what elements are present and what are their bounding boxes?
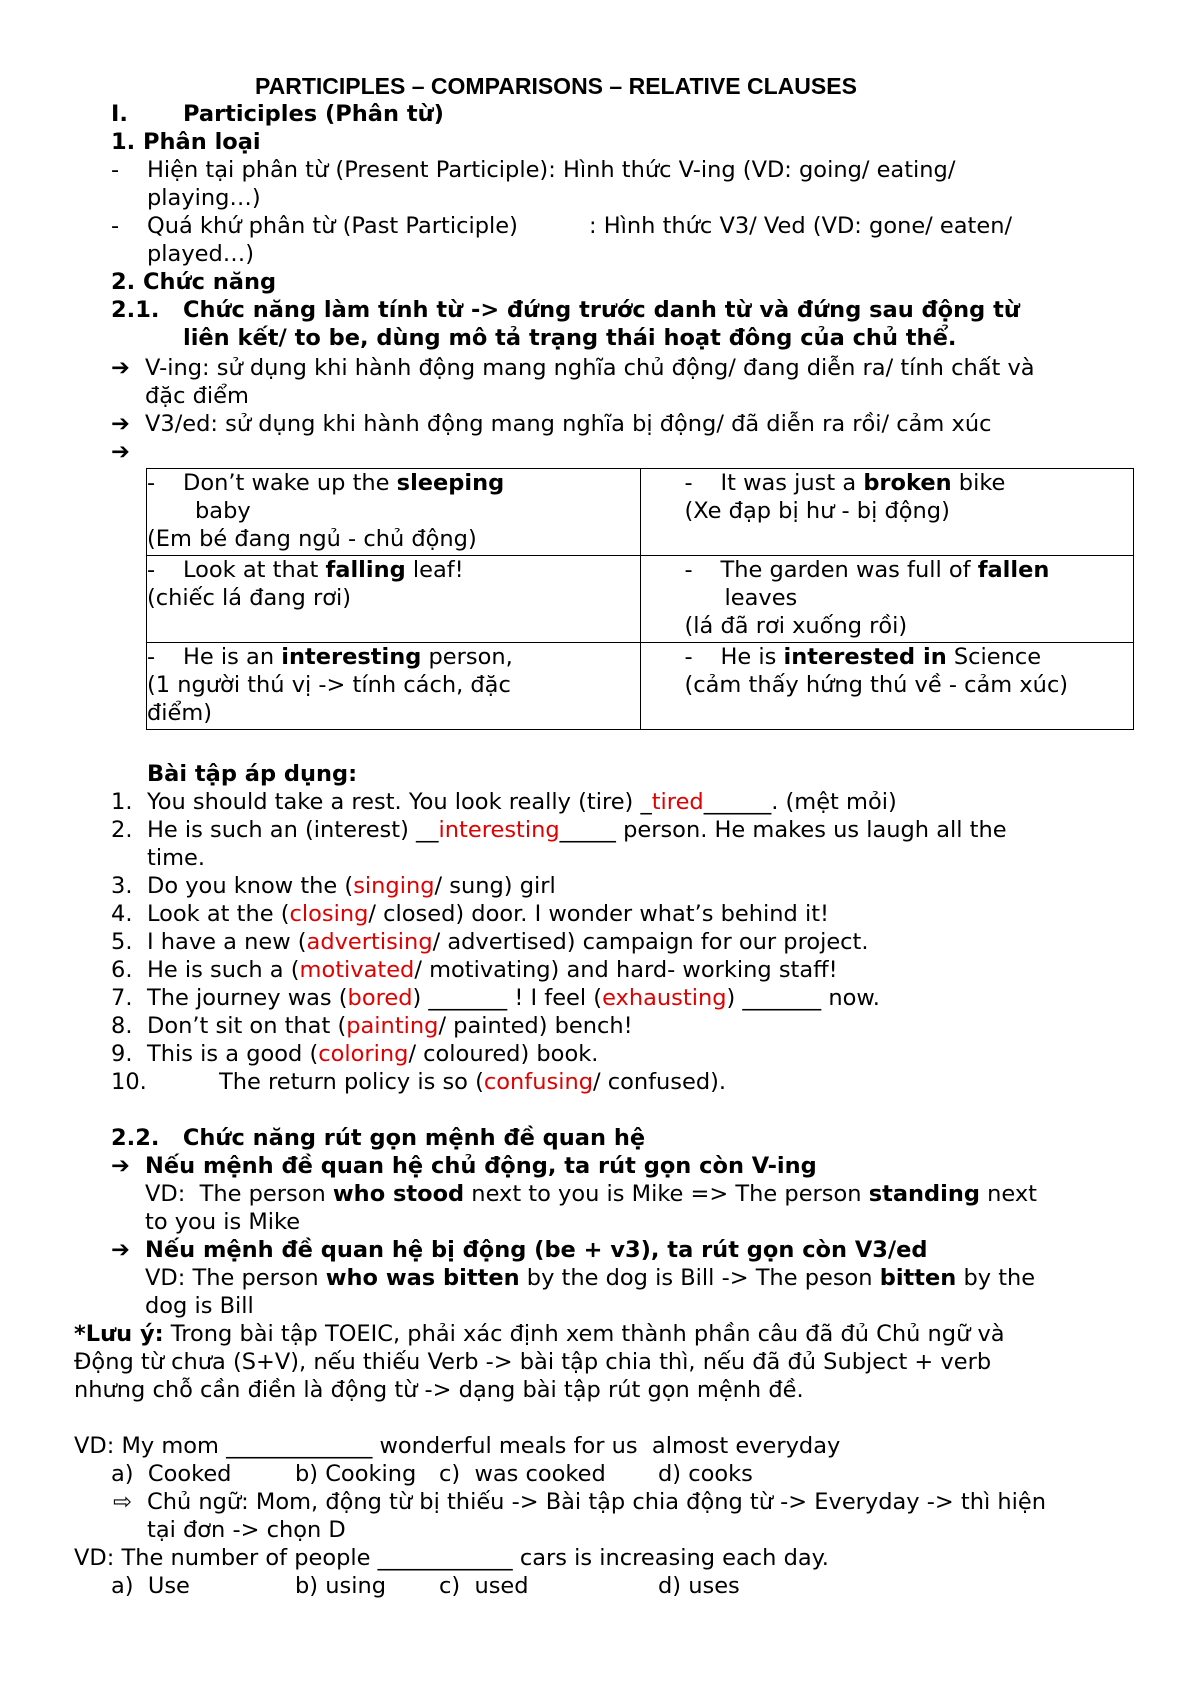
arrow-icon: ➔: [111, 411, 130, 437]
table-row: [147, 469, 1134, 556]
note-label: *Lưu ý:: [74, 1321, 164, 1347]
example-text: VD: The person: [145, 1181, 333, 1207]
hint-text-cont: tại đơn -> chọn D: [147, 1517, 346, 1543]
document-title: PARTICIPLES – COMPARISONS – RELATIVE CLAUSES: [255, 73, 857, 99]
option-d: d) cooks: [658, 1461, 753, 1487]
item-number: 7.: [111, 985, 133, 1011]
cell-text: baby: [195, 498, 251, 524]
arrow-icon: ➔: [111, 1237, 130, 1263]
list-item-past-participle-form: : Hình thức V3/ Ved (VD: gone/ eaten/: [589, 213, 1013, 239]
exercise-item: [111, 1068, 727, 1096]
item-text: The journey was (: [147, 985, 348, 1011]
answer-text: motivated: [299, 957, 415, 983]
table-cell: - He is an interesting person, (1 người thú vị -> tính cách, đặc điểm): [147, 643, 641, 730]
item-text: ______. (mệt mỏi): [703, 789, 897, 815]
rule-active-reduction: Nếu mệnh đề quan hệ chủ động, ta rút gọn còn V-ing: [145, 1153, 817, 1179]
subsection-heading-2-1: Chức năng làm tính từ -> đứng trước danh từ và đứng sau động từ: [183, 297, 1020, 323]
item-text: This is a good (: [147, 1041, 319, 1067]
exercise-item: [111, 816, 1007, 844]
section-heading: [111, 100, 444, 128]
item-text: / sung) girl: [434, 873, 556, 899]
option-a: a) Use: [111, 1573, 190, 1599]
exercise-item-continuation: time.: [147, 845, 205, 871]
cell-text: He is an: [183, 644, 282, 670]
list-item-continuation: playing…): [147, 185, 261, 211]
option-c: c) was cooked: [439, 1461, 606, 1487]
answer-text: interesting: [438, 817, 560, 843]
option-c: c) used: [439, 1573, 529, 1599]
table-cell: - The garden was full of fallen leaves (lá đã rơi xuống rồi): [640, 556, 1134, 643]
cell-bold-word: interesting: [281, 644, 422, 670]
example-text: next: [979, 1181, 1037, 1207]
item-number: 3.: [111, 873, 133, 899]
cell-text: person,: [421, 644, 513, 670]
example-text: VD: The person: [145, 1265, 326, 1291]
item-text: Look at the (: [147, 901, 290, 927]
item-text: Don’t sit on that (: [147, 1013, 347, 1039]
note-text: Trong bài tập TOEIC, phải xác định xem thành phần câu đã đủ Chủ ngữ và: [163, 1321, 1005, 1347]
item-text: He is such a (: [147, 957, 300, 983]
example-question-2: VD: The number of people ____________ cars is increasing each day.: [74, 1545, 829, 1571]
table-cell: - He is interested in Science (cảm thấy hứng thú về - cảm xúc): [640, 643, 1134, 730]
option-b: b) using: [295, 1573, 386, 1599]
example-passive-cont: dog is Bill: [145, 1293, 254, 1319]
cell-text: Science: [946, 644, 1042, 670]
item-text: _____ person. He makes us laugh all the: [559, 817, 1007, 843]
item-text: ) _______ now.: [726, 985, 880, 1011]
cell-bold-word: interested in: [783, 644, 947, 670]
item-text: The return policy is so (: [219, 1069, 484, 1095]
answer-text: singing: [353, 873, 435, 899]
cell-note: (cảm thấy hứng thú về - cảm xúc): [684, 672, 1069, 698]
answer-text: tired: [651, 789, 704, 815]
table-cell: - Don’t wake up the sleeping baby (Em bé đang ngủ - chủ động): [147, 469, 641, 556]
exercise-item: [111, 984, 880, 1012]
answer-text: advertising: [306, 929, 433, 955]
example-bold: who was bitten: [325, 1265, 520, 1291]
item-text: ) _______ ! I feel (: [412, 985, 603, 1011]
table-cell: - Look at that falling leaf! (chiếc lá đang rơi): [147, 556, 641, 643]
cell-note: điểm): [147, 700, 213, 726]
exercise-item: [111, 928, 869, 956]
note-paragraph: [74, 1320, 1005, 1348]
answer-text: painting: [346, 1013, 439, 1039]
example-active-cont: to you is Mike: [145, 1209, 301, 1235]
section-number: I.: [111, 101, 128, 127]
answer-text: exhausting: [602, 985, 727, 1011]
item-text: Do you know the (: [147, 873, 354, 899]
item-text: / advertised) campaign for our project.: [432, 929, 869, 955]
answer-text: confusing: [483, 1069, 593, 1095]
exercise-item: [111, 1040, 599, 1068]
arrow-icon: ➔: [111, 439, 130, 465]
subsection-number-2-1: 2.1.: [111, 297, 160, 323]
cell-note: (Em bé đang ngủ - chủ động): [147, 526, 477, 552]
example-text: by the: [956, 1265, 1036, 1291]
cell-text: Look at that: [183, 557, 326, 583]
cell-text: It was just a: [720, 470, 864, 496]
item-text: I have a new (: [147, 929, 307, 955]
cell-text: bike: [951, 470, 1006, 496]
exercise-item: [111, 956, 838, 984]
item-text: / closed) door. I wonder what’s behind it!: [368, 901, 830, 927]
item-number: 10.: [111, 1069, 147, 1095]
example-text: by the dog is Bill -> The peson: [519, 1265, 880, 1291]
answer-text: closing: [289, 901, 369, 927]
answer-text: bored: [347, 985, 413, 1011]
example-question-1: VD: My mom _____________ wonderful meals for us almost everyday: [74, 1433, 841, 1459]
item-number: 1.: [111, 789, 133, 815]
item-number: 6.: [111, 957, 133, 983]
subsection-heading-2: 2. Chức năng: [111, 269, 277, 295]
option-d: d) uses: [658, 1573, 740, 1599]
item-number: 4.: [111, 901, 133, 927]
cell-bold-word: falling: [325, 557, 406, 583]
list-item-past-participle: Quá khứ phân từ (Past Participle): [147, 213, 518, 239]
rule-ving: V-ing: sử dụng khi hành động mang nghĩa chủ động/ đang diễn ra/ tính chất và: [145, 355, 1035, 381]
cell-text: leaf!: [405, 557, 464, 583]
exercise-item: [111, 788, 897, 816]
item-text: / confused).: [593, 1069, 727, 1095]
answer-text: coloring: [318, 1041, 409, 1067]
note-line: nhưng chỗ cần điền là động từ -> dạng bài tập rút gọn mệnh đề.: [74, 1377, 804, 1403]
exercise-heading: Bài tập áp dụng:: [147, 761, 358, 787]
item-number: 2.: [111, 817, 133, 843]
example-active: [145, 1180, 1037, 1208]
subsection-heading-2-1-cont: liên kết/ to be, dùng mô tả trạng thái hoạt đông của chủ thể.: [183, 325, 957, 351]
example-bold: bitten: [879, 1265, 957, 1291]
hint-text: Chủ ngữ: Mom, động từ bị thiếu -> Bài tập chia động từ -> Everyday -> thì hiện: [147, 1489, 1046, 1515]
option-b: b) Cooking: [295, 1461, 417, 1487]
cell-note: (Xe đạp bị hư - bị động): [684, 498, 950, 524]
cell-note: (chiếc lá đang rơi): [147, 585, 352, 611]
cell-text: leaves: [724, 585, 798, 611]
list-dash: -: [111, 157, 120, 183]
item-text: / coloured) book.: [408, 1041, 599, 1067]
item-text: / motivating) and hard- working staff!: [414, 957, 838, 983]
cell-note: (1 người thú vị -> tính cách, đặc: [147, 672, 511, 698]
cell-bold-word: fallen: [977, 557, 1050, 583]
hint-arrow-icon: ⇨: [113, 1489, 132, 1515]
list-dash: -: [111, 213, 120, 239]
rule-passive-reduction: Nếu mệnh đề quan hệ bị động (be + v3), ta rút gọn còn V3/ed: [145, 1237, 928, 1263]
subsection-heading-1: 1. Phân loại: [111, 129, 261, 155]
list-item-present-participle: Hiện tại phân từ (Present Participle): Hình thức V-ing (VD: going/ eating/: [147, 157, 956, 183]
note-line: Động từ chưa (S+V), nếu thiếu Verb -> bài tập chia thì, nếu đã đủ Subject + verb: [74, 1349, 992, 1375]
exercise-item: [111, 900, 830, 928]
cell-text: The garden was full of: [720, 557, 978, 583]
list-item-continuation: played…): [147, 241, 255, 267]
participle-comparison-table: [146, 468, 1134, 730]
cell-text: Don’t wake up the: [183, 470, 397, 496]
table-cell: - It was just a broken bike (Xe đạp bị hư - bị động): [640, 469, 1134, 556]
table-row: [147, 643, 1134, 730]
item-text: You should take a rest. You look really (tire) _: [147, 789, 652, 815]
rule-ving-cont: đặc điểm: [145, 383, 249, 409]
subsection-heading-2-2: 2.2. Chức năng rút gọn mệnh đề quan hệ: [111, 1125, 646, 1151]
example-bold: who stood: [332, 1181, 465, 1207]
item-number: 9.: [111, 1041, 133, 1067]
cell-note: (lá đã rơi xuống rồi): [684, 613, 908, 639]
cell-text: He is: [720, 644, 784, 670]
example-passive: [145, 1264, 1035, 1292]
cell-bold-word: sleeping: [396, 470, 505, 496]
rule-v3: V3/ed: sử dụng khi hành động mang nghĩa bị động/ đã diễn ra rồi/ cảm xúc: [145, 411, 992, 437]
option-a: a) Cooked: [111, 1461, 232, 1487]
arrow-icon: ➔: [111, 1153, 130, 1179]
example-text: next to you is Mike => The person: [464, 1181, 869, 1207]
item-text: / painted) bench!: [438, 1013, 633, 1039]
section-label: Participles (Phân từ): [183, 101, 444, 127]
item-text: He is such an (interest) __: [147, 817, 439, 843]
table-row: [147, 556, 1134, 643]
exercise-item: [111, 872, 556, 900]
exercise-item: [111, 1012, 633, 1040]
item-number: 5.: [111, 929, 133, 955]
item-number: 8.: [111, 1013, 133, 1039]
arrow-icon: ➔: [111, 355, 130, 381]
example-bold: standing: [868, 1181, 980, 1207]
cell-bold-word: broken: [863, 470, 952, 496]
